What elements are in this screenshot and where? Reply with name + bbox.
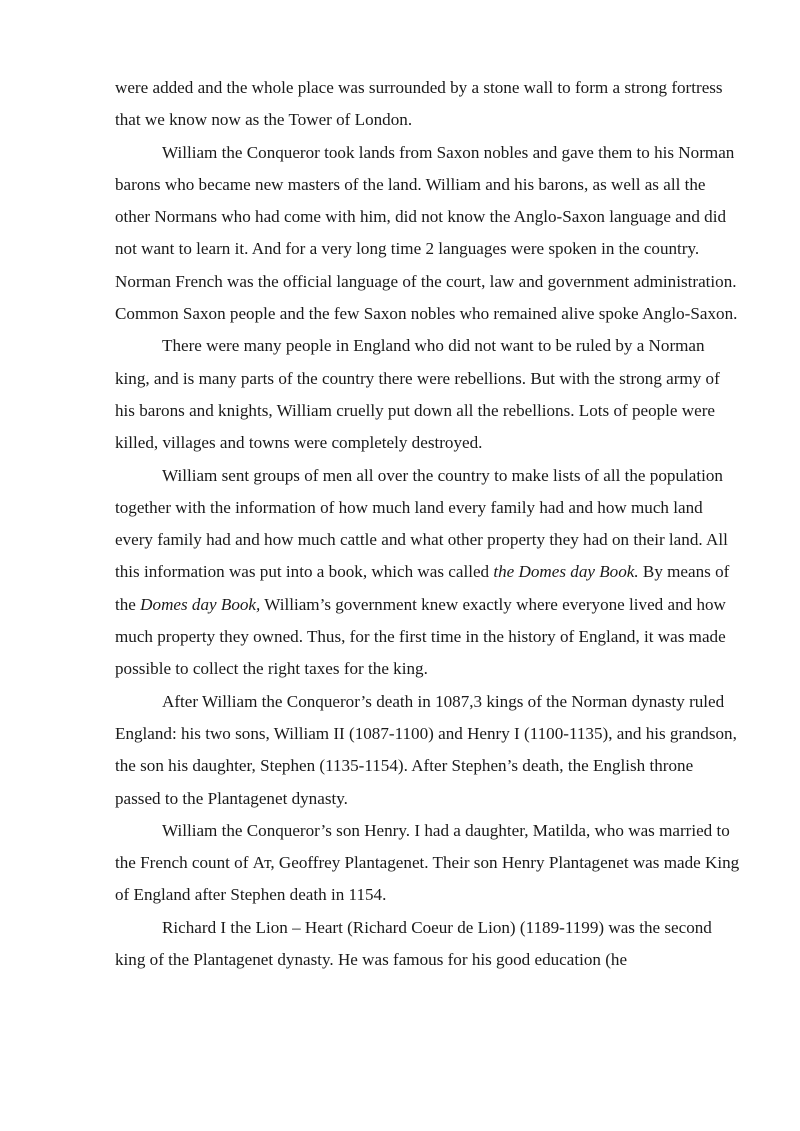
text-run: There were many people in England who did not want to be ruled by a Norman king, and is many parts of the country there were rebellions. But with the strong army of his barons and knights, William cruelly put down all the rebellions. Lots of people were killed, villages and towns were completely destroyed.: [115, 336, 720, 453]
text-run: William the Conqueror’s son Henry. I had a daughter, Matilda, who was married to the French count of Ат, Geoffrey Plantagenet. Their son Henry Plantagenet was made King of England after Stephen death in 1154.: [115, 820, 740, 905]
paragraph-rebellions: [115, 330, 740, 459]
text-run: William the Conqueror took lands from Saxon nobles and gave them to his Norman barons who became new masters of the land. William and his barons, as well as all the other Normans who had come with him, did not know the Anglo-Saxon language and did not want to learn it. And for a very long time 2 languages were spoken in the country. Norman French was the official language of the court, law and government administration. Common Saxon people and the few Saxon nobles who remained alive spoke Anglo-Saxon.: [115, 142, 738, 324]
paragraph-norman-dynasty: [115, 686, 740, 815]
book-title-italic: Domes day Book,: [140, 594, 261, 614]
paragraph-tower-of-london: [115, 72, 740, 137]
paragraph-norman-barons: [115, 137, 740, 331]
text-run: Richard I the Lion – Heart (Richard Coeur de Lion) (1189-1199) was the second king of the Plantagenet dynasty. He was famous for his good education (he: [115, 917, 712, 970]
text-run: By means of the: [115, 562, 730, 614]
paragraph-matilda: [115, 815, 740, 912]
text-run: After William the Conqueror’s death in 1087,3 kings of the Norman dynasty ruled England: his two sons, William II (1087-1100) and Henry I (1100-1135), and his grandson, the son his daughter, Stephen (1135-1154). After Stephen’s death, the English throne passed to the Plantagenet dynasty.: [115, 691, 737, 808]
paragraph-domesday-book: [115, 460, 740, 686]
text-run: William sent groups of men all over the country to make lists of all the population together with the information of how much land every family had and how much land every family had and how much cattle and what other property they had on their land. All this information was put into a book, which was called: [115, 465, 728, 582]
paragraph-richard-lionheart: [115, 912, 740, 977]
body-text: [115, 72, 740, 976]
text-run: William’s government knew exactly where everyone lived and how much property they owned. Thus, for the first time in the history of England, it was made possible to collect the right taxes for the king.: [115, 594, 726, 679]
text-run: were added and the whole place was surrounded by a stone wall to form a strong fortress that we know now as the Tower of London.: [115, 78, 723, 130]
book-title-italic: the Domes day Book.: [493, 562, 639, 582]
